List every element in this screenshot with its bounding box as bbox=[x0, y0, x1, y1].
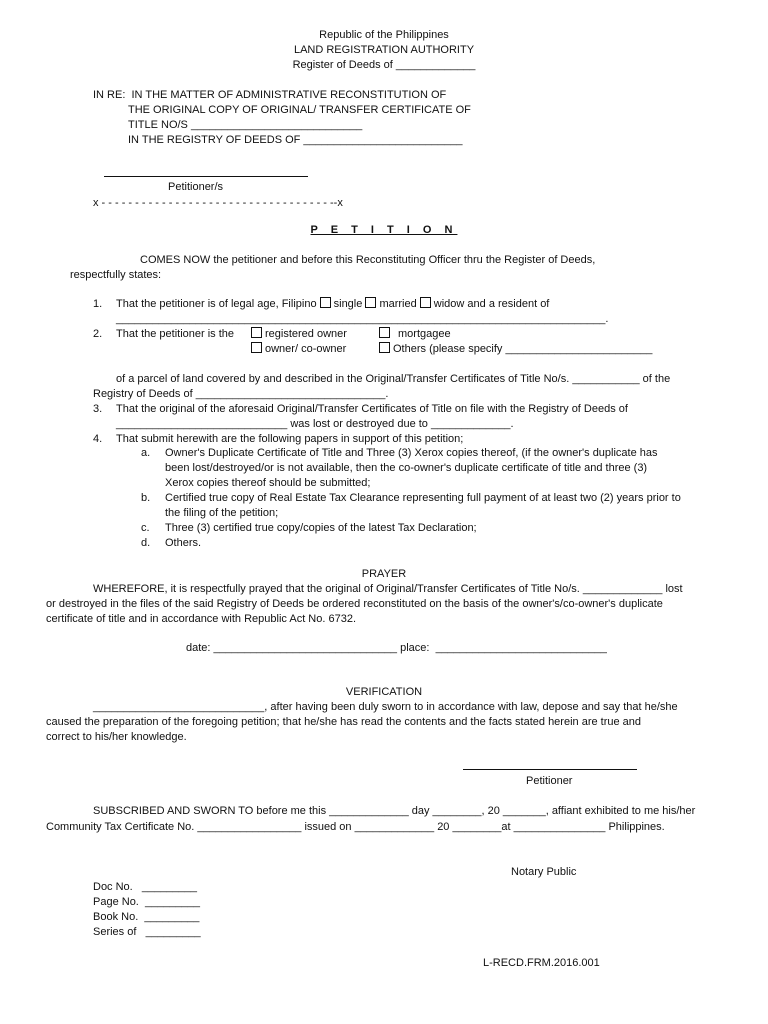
item-4d-line-1: Others. bbox=[165, 537, 202, 549]
item-3-line-2: ____________________________ was lost or destroyed due to _____________. bbox=[116, 418, 514, 430]
item-4a-label: a. bbox=[141, 447, 151, 459]
married-label: married bbox=[379, 298, 417, 310]
in-re-line-3: TITLE NO/S ____________________________ bbox=[128, 119, 363, 131]
header-line-republic: Republic of the Philippines bbox=[319, 29, 449, 41]
verification-line-3: correct to his/her knowledge. bbox=[46, 731, 187, 743]
mortgagee-checkbox[interactable] bbox=[379, 327, 390, 338]
prayer-line-2: or destroyed in the files of the said Registry of Deeds be ordered reconstituted on the basis of the owner's/co-owner's duplicate bbox=[46, 598, 663, 610]
header-line-lra: LAND REGISTRATION AUTHORITY bbox=[293, 44, 475, 56]
header-line-register: Register of Deeds of _____________ bbox=[292, 59, 476, 71]
intro-line-2: respectfully states: bbox=[70, 269, 162, 281]
petitioner-label: Petitioner/s bbox=[168, 181, 224, 193]
verification-petitioner-label: Petitioner bbox=[526, 775, 573, 787]
item-4a-line-3: Xerox copies thereof should be submitted; bbox=[165, 477, 371, 489]
series-of-field: Series of _________ bbox=[93, 926, 201, 938]
jurat-line-1: SUBSCRIBED AND SWORN TO before me this _____________ day ________, 20 _______, affiant exhibited to me his/her bbox=[93, 805, 696, 817]
intro-line-1: COMES NOW the petitioner and before this Reconstituting Officer thru the Register of Deeds, bbox=[140, 254, 596, 266]
in-re-line-4: IN THE REGISTRY OF DEEDS OF __________________________ bbox=[128, 134, 463, 146]
mortgagee-option bbox=[379, 327, 451, 341]
prayer-line-1: WHEREFORE, it is respectfully prayed that the original of Original/Transfer Certificates of Title No/s. _____________ lost bbox=[93, 583, 683, 595]
item-4a-line-1: Owner's Duplicate Certificate of Title and Three (3) Xerox copies thereof, (if the owner's duplicate has bbox=[165, 447, 658, 459]
registered-owner-option bbox=[251, 327, 347, 341]
item-4b-line-2: the filing of the petition; bbox=[165, 507, 279, 519]
date-place-line[interactable]: date: ______________________________ place: ____________________________ bbox=[186, 642, 607, 654]
co-owner-label: owner/ co-owner bbox=[265, 343, 347, 355]
parcel-line-1: of a parcel of land covered by and described in the Original/Transfer Certificates of Title No/s. ___________ of the bbox=[116, 373, 671, 385]
doc-no-field: Doc No. _________ bbox=[93, 881, 197, 893]
verification-signature-line bbox=[463, 769, 637, 770]
item-3-line-1: That the original of the aforesaid Original/Transfer Certificates of Title on file with the Registry of Deeds of bbox=[116, 403, 628, 415]
notary-public-label: Notary Public bbox=[511, 866, 577, 878]
married-checkbox[interactable] bbox=[365, 297, 376, 308]
item-3-number: 3. bbox=[93, 403, 103, 415]
item-4d-label: d. bbox=[141, 537, 151, 549]
item-4c-line-1: Three (3) certified true copy/copies of the latest Tax Declaration; bbox=[165, 522, 477, 534]
form-code: L-RECD.FRM.2016.001 bbox=[483, 957, 600, 969]
co-owner-option bbox=[251, 342, 346, 356]
item-1-number: 1. bbox=[93, 298, 103, 310]
page-no-field: Page No. _________ bbox=[93, 896, 201, 908]
co-owner-checkbox[interactable] bbox=[251, 342, 262, 353]
others-checkbox[interactable] bbox=[379, 342, 390, 353]
item-4b-line-1: Certified true copy of Real Estate Tax Clearance representing full payment of at least two (2) years prior to bbox=[165, 492, 681, 504]
registered-owner-checkbox[interactable] bbox=[251, 327, 262, 338]
single-label: single bbox=[333, 298, 363, 310]
item-2-number: 2. bbox=[93, 328, 103, 340]
registered-owner-label: registered owner bbox=[265, 328, 347, 340]
jurat-line-2: Community Tax Certificate No. _________________ issued on _____________ 20 ________at _______________ Philippines. bbox=[46, 821, 665, 833]
caption-separator: x - - - - - - - - - - - - - - - - - - - - - - - - - - - - - - - - - - --x bbox=[93, 197, 343, 209]
item-4c-label: c. bbox=[141, 522, 150, 534]
widow-label: widow and a resident of bbox=[433, 298, 550, 310]
item-4a-line-2: been lost/destroyed/or is not available, then the co-owner's duplicate certificate of title and three (3) bbox=[165, 462, 648, 474]
item-1-text bbox=[116, 297, 549, 311]
petition-title: P E T I T I O N bbox=[310, 224, 458, 236]
item-4-number: 4. bbox=[93, 433, 103, 445]
item-1-lead: That the petitioner is of legal age, Filipino bbox=[116, 298, 317, 310]
item-4b-label: b. bbox=[141, 492, 151, 504]
mortgagee-label: mortgagee bbox=[398, 328, 451, 340]
prayer-line-3: certificate of title and in accordance with Republic Act No. 6732. bbox=[46, 613, 357, 625]
item-2-text: That the petitioner is the bbox=[116, 328, 235, 340]
verification-line-2: caused the preparation of the foregoing petition; that he/she has read the contents and the facts stated herein are true and bbox=[46, 716, 642, 728]
in-re-line-1: IN RE: IN THE MATTER OF ADMINISTRATIVE RECONSTITUTION OF bbox=[93, 89, 447, 101]
parcel-line-2: Registry of Deeds of _______________________________. bbox=[93, 388, 389, 400]
petitioner-signature-line bbox=[104, 176, 308, 177]
others-label: Others (please specify ________________________ bbox=[393, 343, 653, 355]
item-1-residence-line[interactable]: ________________________________________________________________________________. bbox=[116, 313, 609, 325]
verification-line-1: ____________________________, after having been duly sworn to in accordance with law, depose and say that he/she bbox=[93, 701, 678, 713]
book-no-field: Book No. _________ bbox=[93, 911, 200, 923]
in-re-line-2: THE ORIGINAL COPY OF ORIGINAL/ TRANSFER CERTIFICATE OF bbox=[128, 104, 471, 116]
single-checkbox[interactable] bbox=[320, 297, 331, 308]
widow-checkbox[interactable] bbox=[420, 297, 431, 308]
item-4-text: That submit herewith are the following papers in support of this petition; bbox=[116, 433, 464, 445]
verification-heading: VERIFICATION bbox=[345, 686, 423, 698]
others-option bbox=[379, 342, 652, 356]
prayer-heading: PRAYER bbox=[361, 568, 407, 580]
